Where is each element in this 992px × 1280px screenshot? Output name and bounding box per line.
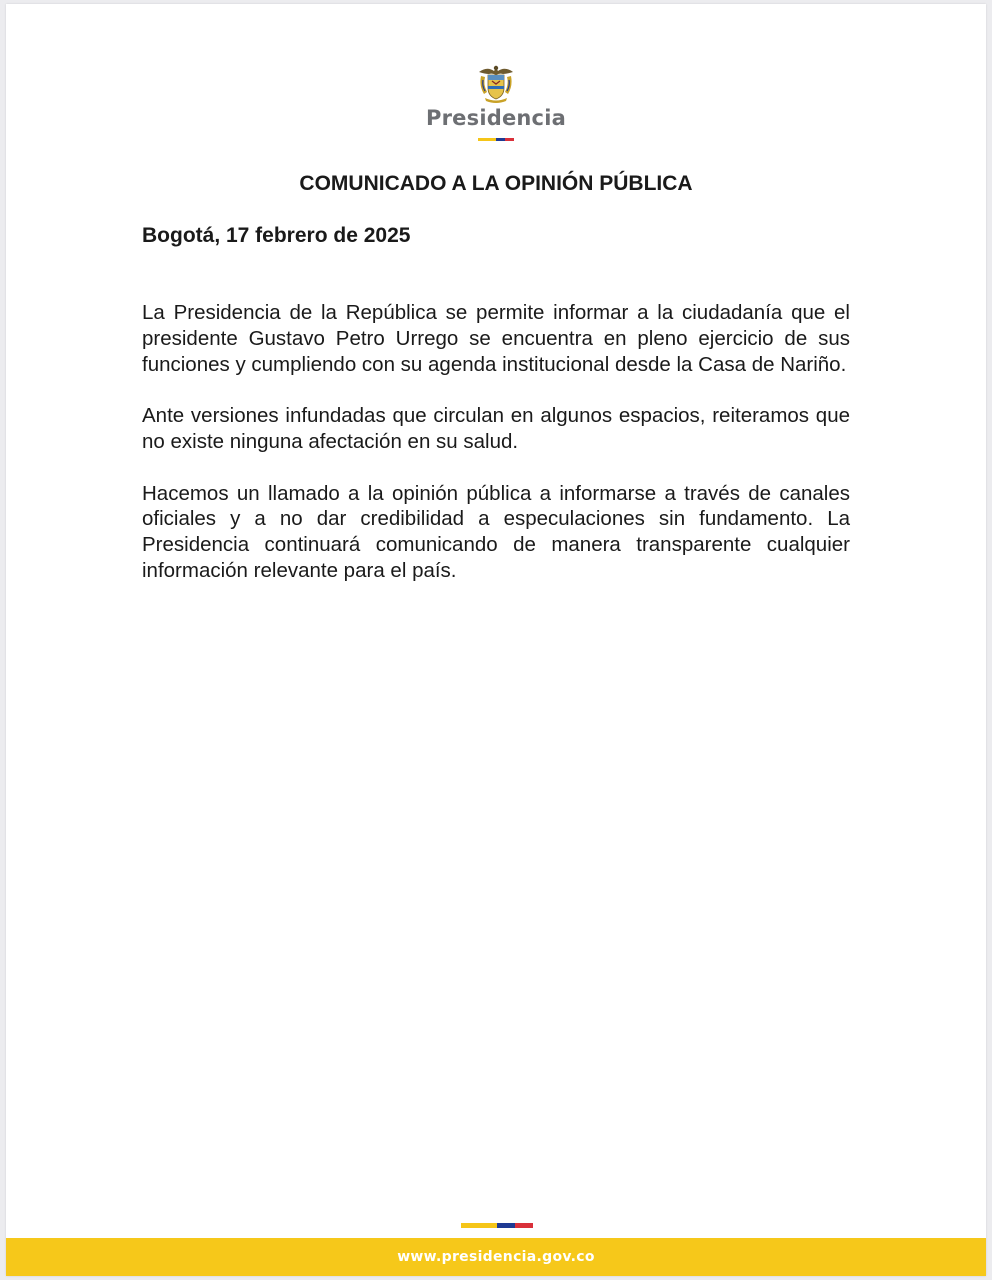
footer-url[interactable]: www.presidencia.gov.co bbox=[397, 1249, 595, 1265]
flag-red-stripe bbox=[505, 138, 514, 141]
paragraph-2: Ante versiones infundadas que circulan en algunos espacios, reiteramos que no existe ninguna afectación en su salud. bbox=[142, 404, 850, 453]
footer-band bbox=[6, 1238, 986, 1276]
footer-flag-blue bbox=[497, 1223, 515, 1228]
paragraph-1: La Presidencia de la República se permite informar a la ciudadanía que el presidente Gustavo Petro Urrego se encuentra en pleno ejercicio de sus funciones y cumpliendo con su agenda institucional desde la Casa de Nariño. bbox=[142, 301, 850, 376]
header-flag-bar bbox=[6, 138, 986, 141]
footer-flag-yellow bbox=[461, 1223, 497, 1228]
document-page bbox=[6, 4, 986, 1276]
flag-blue-stripe bbox=[496, 138, 505, 141]
footer-flag-red bbox=[515, 1223, 533, 1228]
footer-flag-bar bbox=[461, 1223, 533, 1228]
dateline: Bogotá, 17 febrero de 2025 bbox=[142, 224, 411, 247]
flag-yellow-stripe bbox=[478, 138, 496, 141]
brand-name: Presidencia bbox=[426, 106, 566, 130]
document-title: COMUNICADO A LA OPINIÓN PÚBLICA bbox=[299, 172, 693, 195]
paragraph-3: Hacemos un llamado a la opinión pública a informarse a través de canales oficiales y a no dar credibilidad a especulaciones sin fundamento. La Presidencia continuará comunicando de manera transparente cualquier información relevante para el país. bbox=[142, 481, 850, 582]
presidencia-logo bbox=[6, 62, 986, 141]
coat-of-arms-icon bbox=[475, 62, 517, 104]
document-body bbox=[142, 300, 850, 610]
